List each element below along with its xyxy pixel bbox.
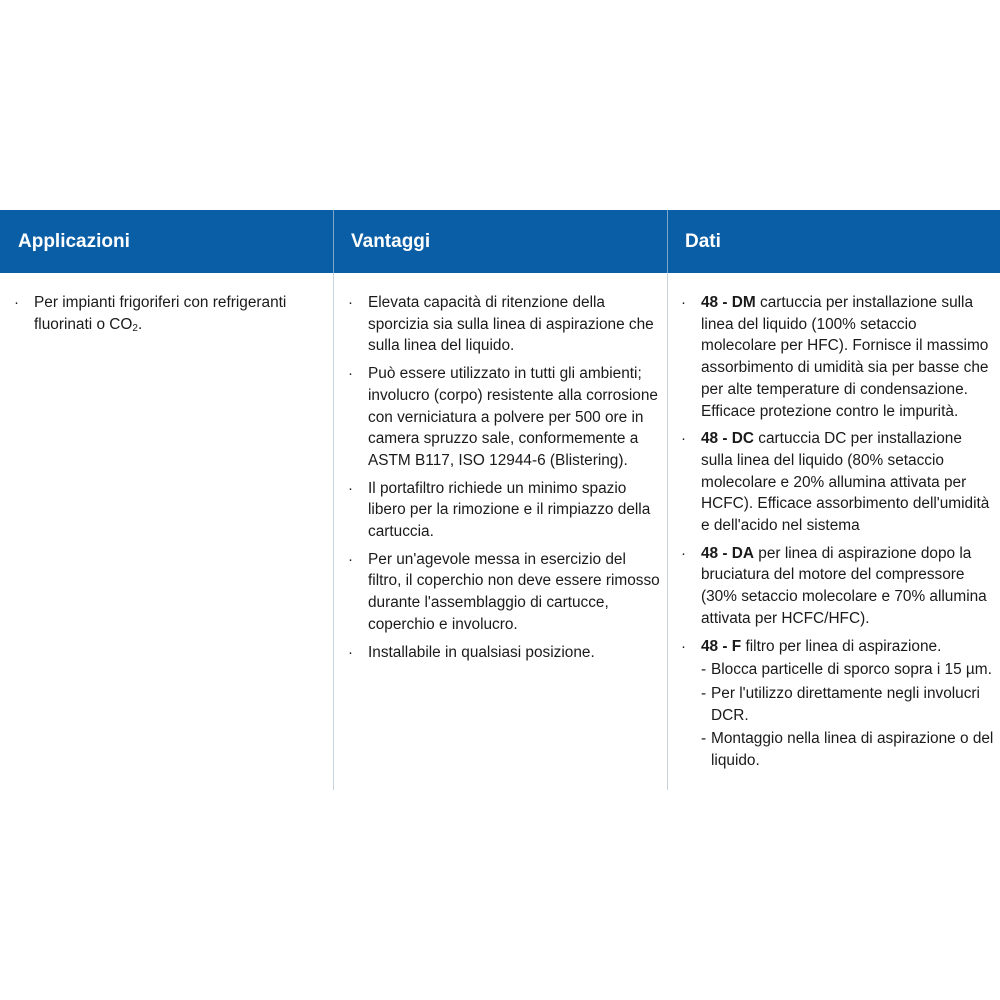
- bullet-icon: ·: [681, 637, 686, 655]
- list-item: [681, 292, 995, 422]
- sub-item-text: Blocca particelle di sporco sopra i 15 µm.: [711, 661, 992, 679]
- sub-list: [701, 659, 995, 772]
- applicazioni-column: [14, 292, 326, 345]
- bullet-icon: ·: [348, 479, 353, 497]
- item-text: Installabile in qualsiasi posizione.: [368, 643, 595, 661]
- header-vantaggi: Vantaggi: [351, 231, 431, 252]
- bullet-icon: ·: [348, 365, 353, 383]
- item-text: Elevata capacità di ritenzione della sporcizia sia sulla linea di aspirazione che sulla linea del liquido.: [368, 294, 654, 355]
- item-text: Per un'agevole messa in esercizio del filtro, il coperchio non deve essere rimosso durante l'assemblaggio di cartucce, coperchio e involucro.: [368, 550, 660, 633]
- list-item: [348, 478, 660, 543]
- column-divider: [667, 273, 668, 790]
- header-divider: [333, 210, 334, 273]
- sub-item-text: Montaggio nella linea di aspirazione o del liquido.: [711, 730, 994, 770]
- bullet-icon: ·: [348, 550, 353, 568]
- item-text: filtro per linea di aspirazione.: [741, 637, 942, 655]
- dati-column: [681, 292, 995, 778]
- list-item: [681, 543, 995, 630]
- column-divider: [333, 273, 334, 790]
- product-code: 48 - F: [701, 637, 742, 655]
- list-item: [348, 363, 660, 472]
- bullet-icon: ·: [681, 544, 686, 562]
- header-divider: [667, 210, 668, 273]
- dash-icon: -: [701, 684, 707, 702]
- list-item: [348, 549, 660, 636]
- bullet-icon: ·: [348, 294, 353, 311]
- specs-table: [0, 210, 1000, 790]
- list-item: [348, 292, 660, 357]
- table-header: [0, 210, 1000, 273]
- list-item: [14, 292, 326, 339]
- item-end: .: [137, 315, 143, 333]
- list-item: [348, 642, 660, 664]
- header-applicazioni: Applicazioni: [18, 231, 130, 252]
- bullet-icon: ·: [681, 430, 686, 448]
- dash-icon: -: [701, 661, 707, 679]
- item-text: Per impianti frigoriferi con refrigeranti fluorinati o CO: [34, 294, 287, 333]
- product-code: 48 - DM: [701, 294, 756, 311]
- item-text: Il portafiltro richiede un minimo spazio libero per la rimozione e il rimpiazzo della cartuccia.: [368, 479, 651, 541]
- sub-list-item: [701, 659, 995, 681]
- subscript: 2: [132, 322, 138, 334]
- vantaggi-column: [348, 292, 660, 669]
- product-code: 48 - DA: [701, 544, 755, 562]
- list-item: [681, 636, 995, 772]
- product-code: 48 - DC: [701, 430, 755, 448]
- list-item: [681, 428, 995, 537]
- item-text: cartuccia per installazione sulla linea del liquido (100% setaccio molecolare per HFC). Fornisce il massimo assorbimento di umidità sia per basse che per alte temperature di condensazione. Efficace protezione contro le impurità.: [701, 294, 989, 420]
- sub-list-item: [701, 728, 995, 771]
- bullet-icon: ·: [681, 294, 686, 311]
- header-dati: Dati: [685, 231, 721, 252]
- item-text: Può essere utilizzato in tutti gli ambienti; involucro (corpo) resistente alla corrosione con verniciatura a polvere per 500 ore in camera spruzzo sale, conformemente a ASTM B117, ISO 12944-6 (Blistering).: [368, 365, 658, 469]
- bullet-icon: ·: [348, 643, 353, 661]
- item-text: per linea di aspirazione dopo la bruciatura del motore del compressore (30% setaccio molecolare e 70% allumina attivata per HCFC/HFC).: [701, 544, 987, 627]
- sub-list-item: [701, 683, 995, 726]
- item-text: cartuccia DC per installazione sulla linea del liquido (80% setaccio molecolare e 20% allumina attivata per HCFC). Efficace assorbimento dell'umidità e dell'acido nel sistema: [701, 430, 990, 535]
- bullet-icon: ·: [14, 294, 19, 311]
- sub-item-text: Per l'utilizzo direttamente negli involucri DCR.: [711, 684, 980, 724]
- dash-icon: -: [701, 730, 707, 748]
